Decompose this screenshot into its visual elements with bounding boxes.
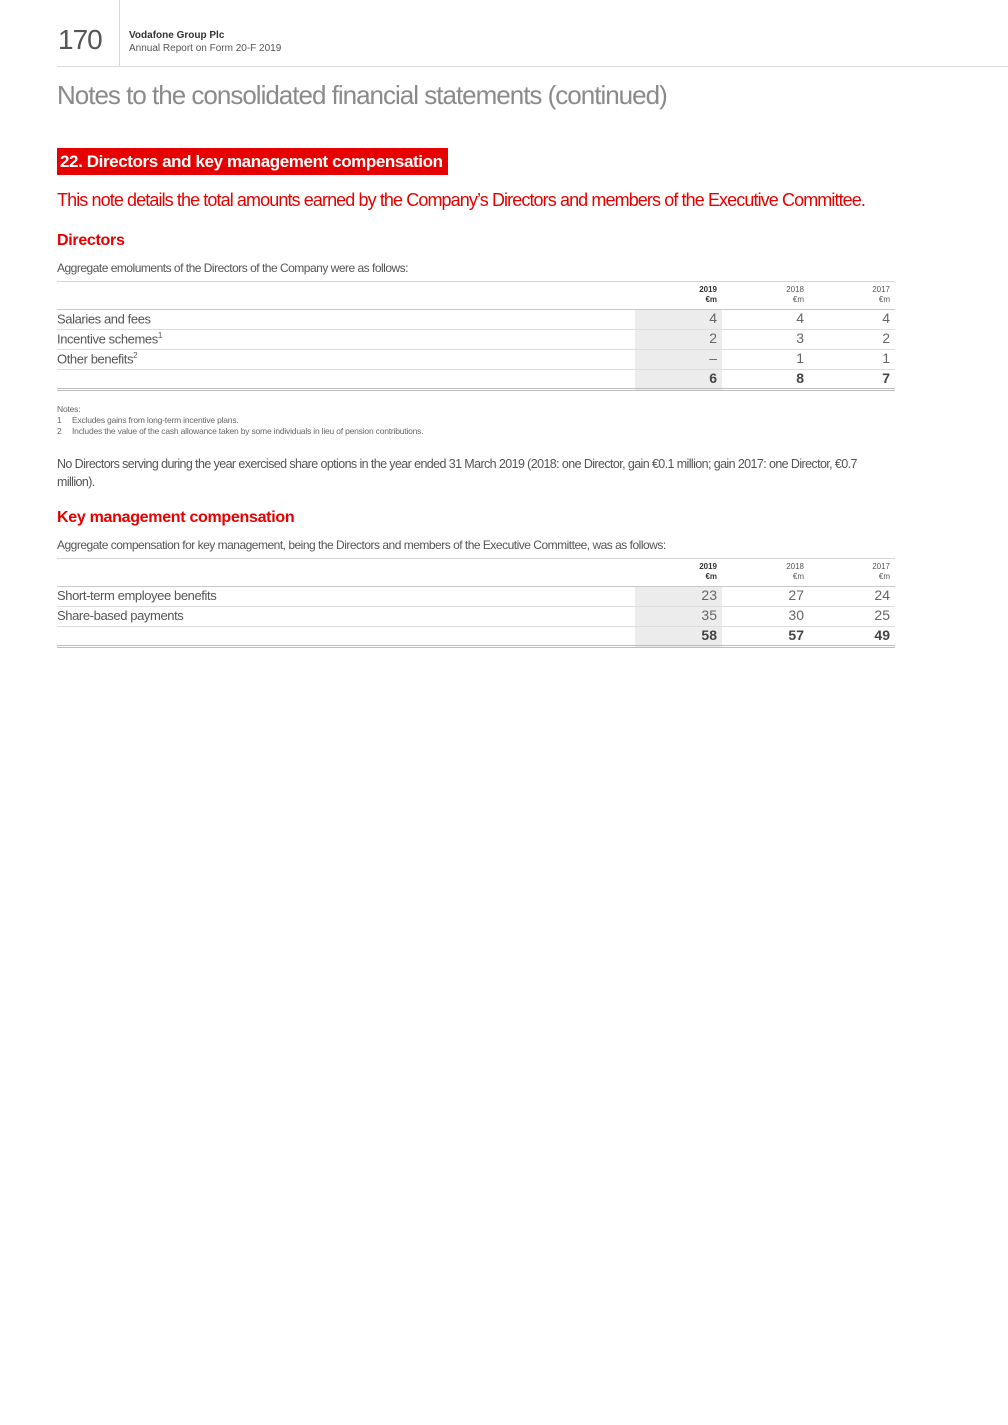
total-2017: 7 — [882, 370, 890, 386]
value-2018: 30 — [788, 607, 804, 623]
page-header — [0, 0, 1008, 68]
column-year: 2019 — [699, 562, 717, 571]
column-header-2018 — [744, 285, 804, 305]
table-row — [57, 350, 895, 370]
column-year: 2018 — [786, 562, 804, 571]
value-2019: 35 — [701, 607, 717, 623]
total-2019: 6 — [709, 370, 717, 386]
row-label: Salaries and fees — [57, 311, 151, 327]
value-2018: 1 — [796, 350, 804, 366]
table-row — [57, 607, 895, 627]
value-2018: 27 — [788, 587, 804, 603]
column-unit: €m — [792, 295, 804, 304]
value-2017: 4 — [882, 310, 890, 326]
column-unit: €m — [705, 295, 717, 304]
row-label: Share-based payments — [57, 608, 184, 623]
notes-title: Notes: — [57, 404, 81, 414]
key-management-lead-text: Aggregate compensation for key management, being the Directors and members of the Executive Committee, was as follows: — [57, 538, 666, 552]
company-name: Vodafone Group Plc — [129, 30, 225, 41]
total-2019: 58 — [701, 627, 717, 643]
directors-heading: Directors — [57, 232, 125, 249]
value-2018: 3 — [796, 330, 804, 346]
column-unit: €m — [705, 572, 717, 581]
table-row — [57, 330, 895, 350]
total-2018: 8 — [796, 370, 804, 386]
value-2017: 2 — [882, 330, 890, 346]
row-label: Incentive schemes$^1$ — [57, 331, 162, 347]
value-2018: 4 — [796, 310, 804, 326]
column-year: 2017 — [872, 285, 890, 294]
key-management-table — [57, 558, 895, 648]
column-unit: €m — [878, 572, 890, 581]
table-row — [57, 587, 895, 607]
total-2018: 57 — [788, 627, 804, 643]
section-intro: This note details the total amounts earned by the Company’s Directors and members of the Executive Committee. — [57, 190, 866, 210]
header-vertical-divider — [119, 0, 120, 66]
table-total-row — [57, 627, 895, 648]
directors-table — [57, 281, 895, 391]
value-2019: 2 — [709, 330, 717, 346]
footnote-ref: 1 — [157, 331, 162, 340]
table-row — [57, 310, 895, 330]
row-label: Short-term employee benefits — [57, 588, 217, 603]
column-unit: €m — [878, 295, 890, 304]
value-2017: 24 — [874, 587, 890, 603]
value-2017: 25 — [874, 607, 890, 623]
value-2019: 23 — [701, 587, 717, 603]
total-2017: 49 — [874, 627, 890, 643]
header-horizontal-divider — [57, 66, 1008, 67]
footnote-2: 2 Includes the value of the cash allowance taken by some individuals in lieu of pension contributions. — [57, 426, 424, 436]
footnote-1: 1 Excludes gains from long-term incentive plans. — [57, 415, 239, 425]
row-label: Other benefits$^2$ — [57, 351, 138, 367]
value-2019: 4 — [709, 310, 717, 326]
value-2019: – — [709, 350, 717, 366]
column-header-2017 — [830, 285, 890, 305]
section-heading-banner: 22. Directors and key management compensation — [57, 148, 448, 175]
column-year: 2018 — [786, 285, 804, 294]
directors-lead-text: Aggregate emoluments of the Directors of the Company were as follows: — [57, 261, 409, 275]
footnote-ref: 2 — [133, 351, 138, 360]
page-title: Notes to the consolidated financial statements (continued) — [57, 80, 667, 110]
value-2017: 1 — [882, 350, 890, 366]
column-header-2019 — [657, 562, 717, 582]
column-year: 2019 — [699, 285, 717, 294]
report-name: Annual Report on Form 20-F 2019 — [129, 43, 282, 54]
table-total-row — [57, 370, 895, 391]
column-header-2017 — [830, 562, 890, 582]
column-year: 2017 — [872, 562, 890, 571]
column-header-2019 — [657, 285, 717, 305]
column-header-2018 — [744, 562, 804, 582]
key-management-heading: Key management compensation — [57, 509, 295, 526]
share-options-paragraph: No Directors serving during the year exercised share options in the year ended 31 March 2019 (2018: one Director, gain €0.1 million; gain 2017: one Director, €0.7 million). — [57, 457, 857, 489]
column-unit: €m — [792, 572, 804, 581]
table-footnotes — [57, 404, 423, 437]
page-number: 170 — [58, 24, 102, 55]
table-header-row — [57, 558, 895, 587]
table-header-row — [57, 281, 895, 310]
